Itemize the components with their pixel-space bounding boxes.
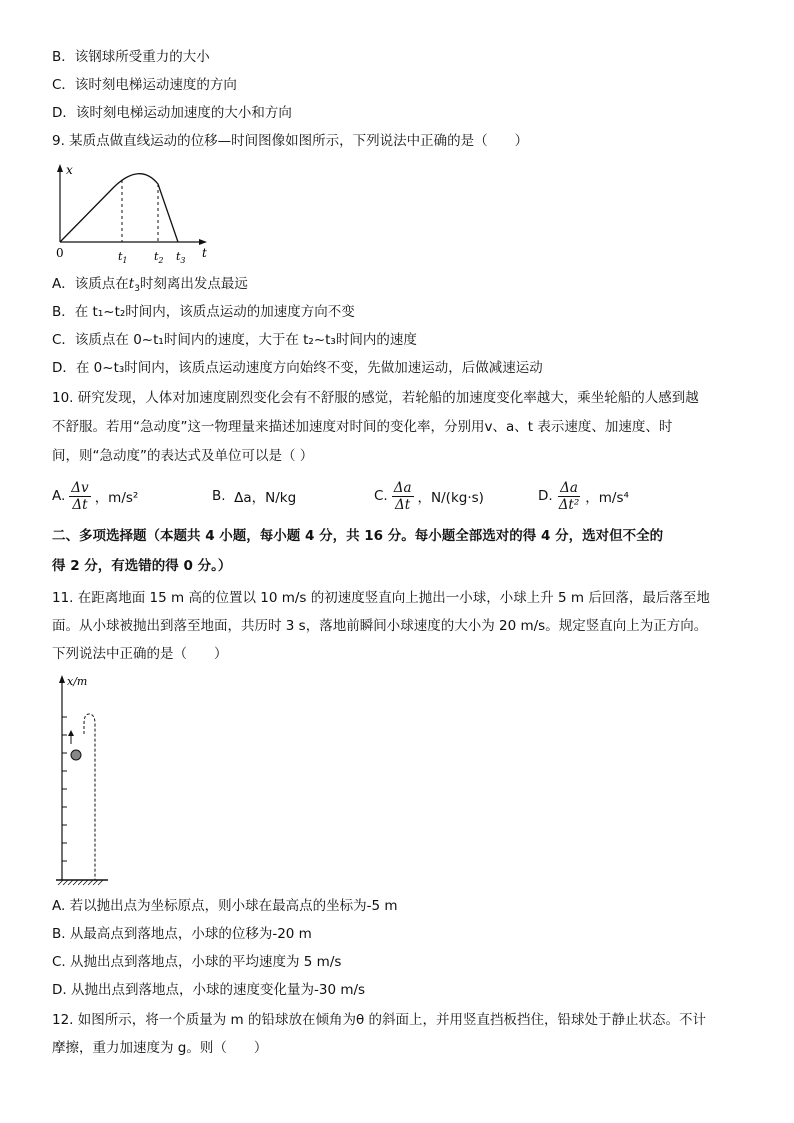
q11-option-d: D. 从抛出点到落地点，小球的速度变化量为-30 m/s	[52, 982, 366, 998]
q8-option-b: B．该钢球所受重力的大小	[52, 49, 210, 65]
q9-origin-label: 0	[56, 246, 64, 260]
q9-tick-t1: $t_1$	[118, 250, 128, 265]
q11-stem-line3: 下列说法中正确的是（ ）	[52, 646, 228, 662]
q11-ball-trajectory-figure	[52, 672, 122, 890]
q10-stem-line3: 间，则“急动度”的表达式及单位可以是（ ）	[52, 448, 314, 464]
q8-option-c: C．该时刻电梯运动速度的方向	[52, 77, 237, 93]
q11-ground-hatch	[58, 880, 103, 885]
q10-stem-line1: 10. 研究发现，人体对加速度剧烈变化会有不舒服的感觉，若轮船的加速度变化率越大，乘坐轮船的人感到越	[52, 390, 699, 406]
q9-curve	[60, 174, 178, 242]
q11-axis-ticks	[62, 717, 67, 861]
q11-option-c: C. 从抛出点到落地点，小球的平均速度为 5 m/s	[52, 954, 342, 970]
q9-option-b: B．在 t₁~t₂时间内，该质点运动的加速度方向不变	[52, 304, 355, 320]
q11-axis-label: x/m	[67, 675, 88, 688]
q10-option-d: D. $\frac{\Delta a}{\text{Δt²}}$ ，m/s⁴	[538, 479, 629, 513]
q9-option-d: D．在 0~t₃时间内，该质点运动速度方向始终不变，先做加速运动，后做减速运动	[52, 360, 543, 376]
q11-stem-line1: 11. 在距离地面 15 m 高的位置以 10 m/s 的初速度竖直向上抛出一小球，小球上升 5 m 后回落，最后落至地	[52, 590, 710, 606]
q9-tick-t3: $t_3$	[176, 250, 186, 265]
q11-velocity-arrowhead	[68, 730, 74, 736]
q11-x-axis-arrow	[59, 675, 65, 683]
q8-option-d: D．该时刻电梯运动加速度的大小和方向	[52, 105, 292, 121]
q10-option-a: A. $\frac{\Delta v}{\Delta t}$ ，m/s²	[52, 479, 139, 513]
q10-stem-line2: 不舒服。若用“急动度”这一物理量来描述加速度对时间的变化率，分别用v、a、t 表示速度、加速度、时	[52, 419, 673, 435]
q9-position-time-graph	[52, 162, 212, 267]
q11-stem-line2: 面。从小球被抛出到落至地面，共历时 3 s，落地前瞬间小球速度的大小为 20 m/s。规定竖直向上为正方向。	[52, 618, 708, 634]
section2-heading-line2: 得 2 分，有选错的得 0 分。）	[52, 558, 232, 574]
q10-option-b: B. Δa，N/kg	[212, 488, 297, 506]
q10-option-c: C. $\frac{\Delta a}{\Delta t}$ ，N/(kg·s)	[374, 479, 484, 513]
q9-stem: 9. 某质点做直线运动的位移—时间图像如图所示，下列说法中正确的是（ ）	[52, 133, 529, 149]
q9-x-label: t	[202, 246, 207, 260]
q9-x-axis-arrow	[57, 164, 63, 172]
q11-trajectory	[84, 714, 95, 880]
q11-ball	[71, 750, 81, 760]
q9-t-axis-arrow	[199, 239, 207, 245]
q9-tick-t2: $t_2$	[154, 250, 164, 265]
q12-stem-line1: 12. 如图所示，将一个质量为 m 的铅球放在倾角为θ 的斜面上，并用竖直挡板挡住，铅球处于静止状态。不计	[52, 1012, 707, 1028]
section2-heading-line1: 二、多项选择题（本题共 4 小题，每小题 4 分，共 16 分。每小题全部选对的得 4 分，选对但不全的	[52, 528, 664, 544]
q10-options	[52, 476, 752, 516]
q11-option-b: B. 从最高点到落地点，小球的位移为-20 m	[52, 926, 312, 942]
q12-stem-line2: 摩擦，重力加速度为 g。则（ ）	[52, 1040, 268, 1056]
q9-option-c: C．该质点在 0~t₁时间内的速度，大于在 t₂~t₃时间内的速度	[52, 332, 417, 348]
q9-option-a: A．该质点在$t_3$时刻离出发点最远	[52, 276, 248, 294]
q11-option-a: A. 若以抛出点为坐标原点，则小球在最高点的坐标为-5 m	[52, 898, 398, 914]
q9-y-label: x	[66, 163, 73, 177]
